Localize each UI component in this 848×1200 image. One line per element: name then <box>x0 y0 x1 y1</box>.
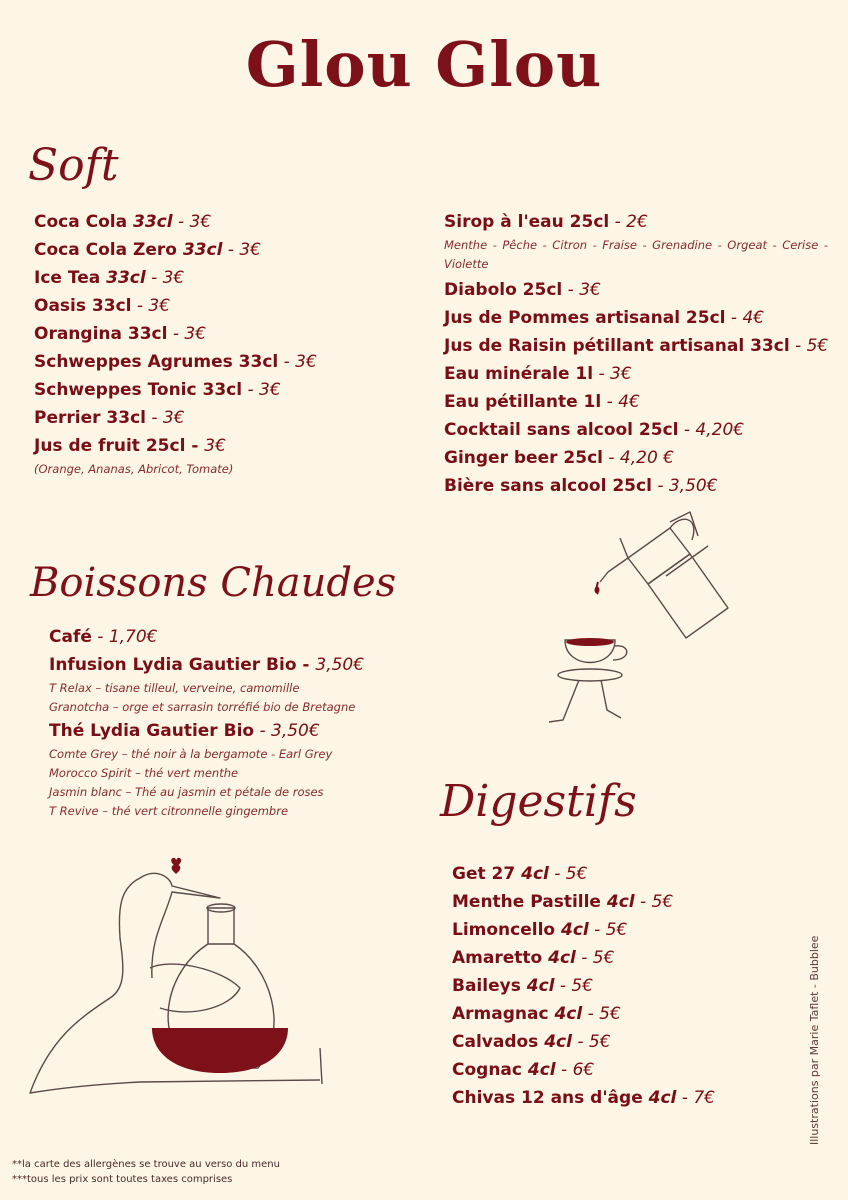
list-item: Bière sans alcool 25cl - 3,50€ <box>444 476 718 496</box>
hot-drinks-list <box>49 623 364 821</box>
list-item: Ice Tea 33cl - 3€ <box>34 268 185 288</box>
list-item: Amaretto 4cl - 5€ <box>452 948 615 968</box>
heron-with-bottle-icon <box>20 858 340 1118</box>
list-item: Perrier 33cl - 3€ <box>34 408 185 428</box>
list-item: Ginger beer 25cl - 4,20 € <box>444 448 674 468</box>
menu-title: Glou Glou <box>245 28 603 101</box>
tea-note: Jasmin blanc – Thé au jasmin et pétale de roses <box>49 785 324 799</box>
list-item: Schweppes Tonic 33cl - 3€ <box>34 380 281 400</box>
list-item: Limoncello 4cl - 5€ <box>452 920 628 940</box>
coffee-cup-icon <box>545 630 645 730</box>
list-item: Menthe Pastille 4cl - 5€ <box>452 892 674 912</box>
list-item: Schweppes Agrumes 33cl - 3€ <box>34 352 317 372</box>
list-item: Jus de Pommes artisanal 25cl - 4€ <box>444 308 765 328</box>
list-item: Sirop à l'eau 25cl - 2€ <box>444 212 648 232</box>
list-item: Cognac 4cl - 6€ <box>452 1060 595 1080</box>
tea-note: T Revive – thé vert citronnelle gingembre <box>49 804 289 818</box>
infusion-note: Granotcha – orge et sarrasin torréfié bio de Bretagne <box>49 700 356 714</box>
list-item: Cocktail sans alcool 25cl - 4,20€ <box>444 420 745 440</box>
heart-icon: ♥ <box>170 856 183 872</box>
list-item: Orangina 33cl - 3€ <box>34 324 207 344</box>
list-item: Armagnac 4cl - 5€ <box>452 1004 621 1024</box>
sirop-flavours-note: Menthe - Pêche - Citron - Fraise - Grenadine - Orgeat - Cerise - Violette <box>444 238 828 271</box>
list-item: Chivas 12 ans d'âge 4cl - 7€ <box>452 1088 715 1108</box>
juice-flavours-note: (Orange, Ananas, Abricot, Tomate) <box>34 462 234 476</box>
taxes-footnote: ***tous les prix sont toutes taxes comprises <box>12 1174 233 1185</box>
list-item: Calvados 4cl - 5€ <box>452 1032 611 1052</box>
tea-note: Morocco Spirit – thé vert menthe <box>49 766 239 780</box>
section-heading-soft: Soft <box>28 140 119 191</box>
illustration-credit: Illustrations par Marie Taflet - Bubblee <box>808 935 821 1145</box>
list-item: Infusion Lydia Gautier Bio - 3,50€ <box>49 655 365 675</box>
list-item: Café - 1,70€ <box>49 627 158 647</box>
soft-left-list <box>34 208 317 479</box>
infusion-note: T Relax – tisane tilleul, verveine, camomille <box>49 681 300 695</box>
list-item: Thé Lydia Gautier Bio - 3,50€ <box>49 721 320 741</box>
list-item: Eau pétillante 1l - 4€ <box>444 392 640 412</box>
list-item: Jus de fruit 25cl - 3€ <box>34 436 226 456</box>
list-item: Coca Cola 33cl - 3€ <box>34 212 212 232</box>
list-item: Coca Cola Zero 33cl - 3€ <box>34 240 261 260</box>
digestifs-list <box>452 860 715 1112</box>
list-item: Diabolo 25cl - 3€ <box>444 280 601 300</box>
tea-note: Comte Grey – thé noir à la bergamote - Earl Grey <box>49 747 333 761</box>
list-item: Eau minérale 1l - 3€ <box>444 364 632 384</box>
list-item: Jus de Raisin pétillant artisanal 33cl - 5€ <box>444 336 829 356</box>
list-item: Get 27 4cl - 5€ <box>452 864 588 884</box>
soft-right-list <box>444 208 828 500</box>
list-item: Baileys 4cl - 5€ <box>452 976 594 996</box>
section-heading-boissons-chaudes: Boissons Chaudes <box>30 560 397 606</box>
list-item: Oasis 33cl - 3€ <box>34 296 171 316</box>
allergens-footnote: **la carte des allergènes se trouve au verso du menu <box>12 1159 280 1170</box>
section-heading-digestifs: Digestifs <box>440 776 637 827</box>
